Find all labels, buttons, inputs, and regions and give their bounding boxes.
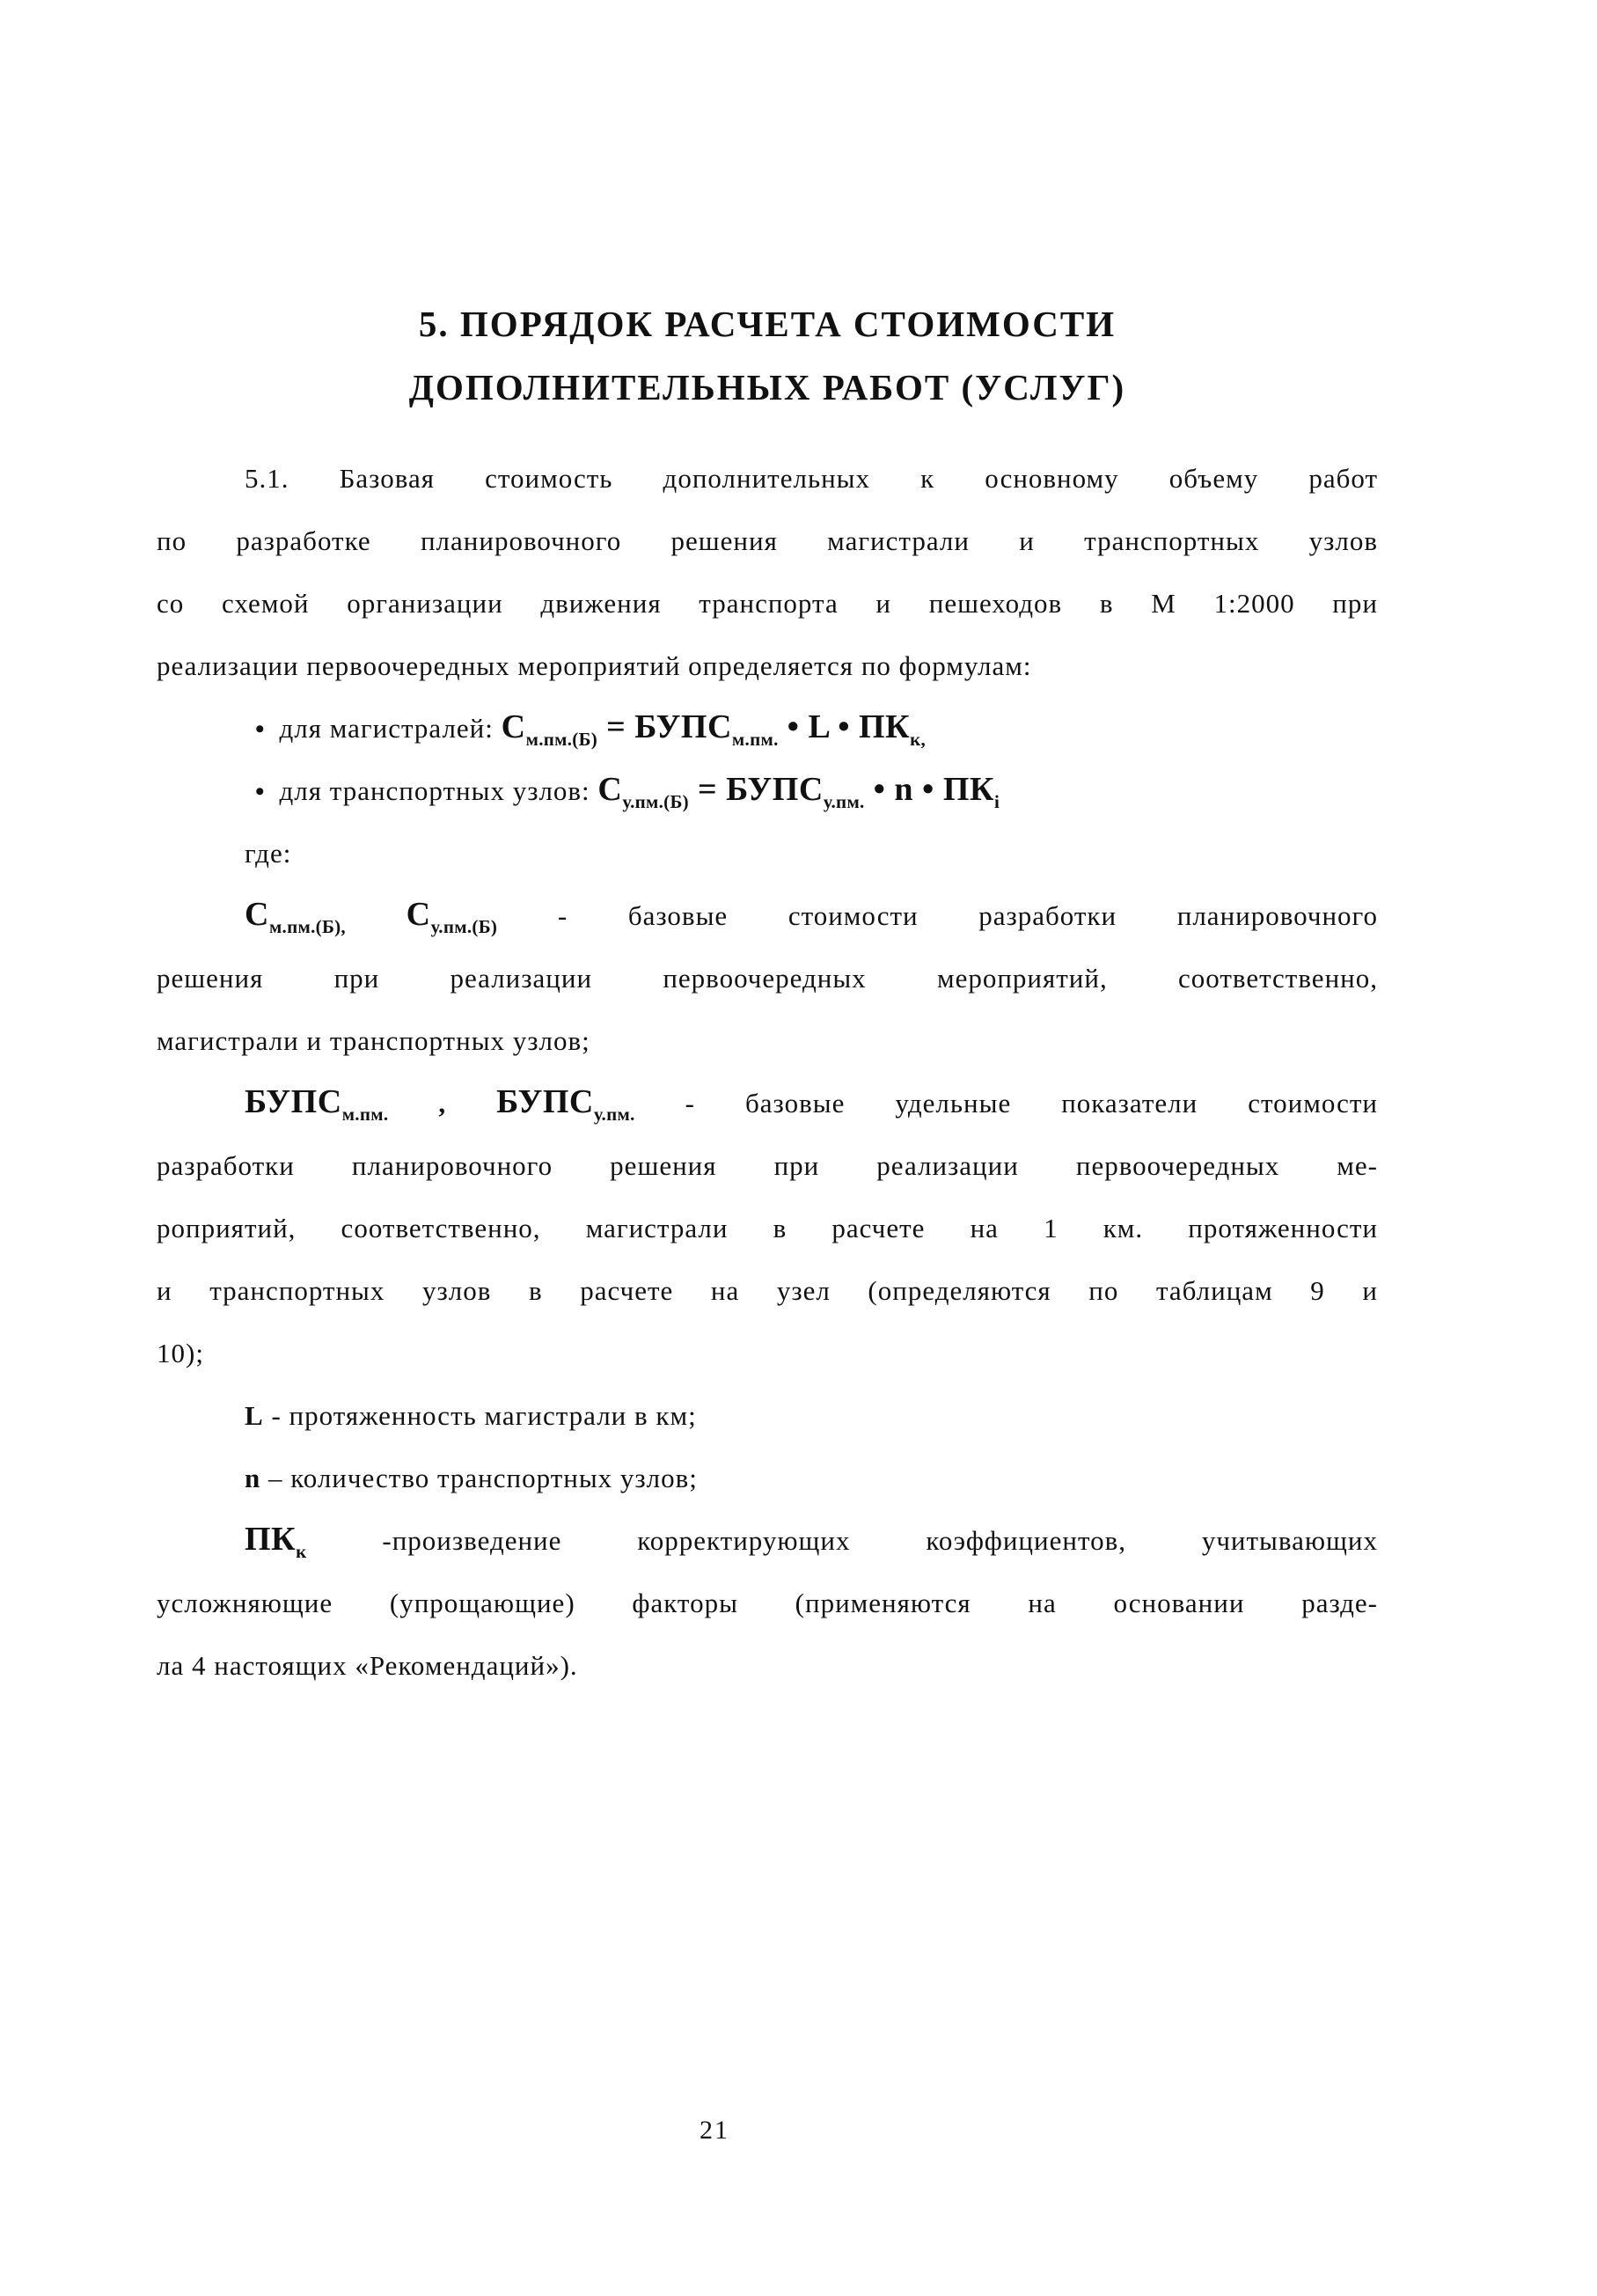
text-line: [157, 822, 1378, 884]
formula-subscript: у.пм.(Б): [622, 791, 689, 812]
text-line: [157, 447, 1378, 510]
text-line: [157, 1009, 1378, 1072]
text-run: и транспортных узлов в расчете на узел (определяются по таблицам 9 и: [157, 1275, 1378, 1306]
text-run: усложняющие (упрощающие) факторы (применяются на основании разде-: [157, 1588, 1378, 1618]
text-run: - протяженность магистрали в км;: [263, 1400, 697, 1431]
text-line: [157, 1197, 1378, 1259]
formula-term: БУПС: [726, 771, 824, 808]
text-run: разработки планировочного решения при реализации первоочередных ме-: [157, 1150, 1378, 1181]
formula-line: [157, 697, 1378, 759]
text-run: магистрали и транспортных узлов;: [157, 1025, 590, 1056]
formula-term: ПК: [942, 771, 994, 808]
section-title-line-1: 5. ПОРЯДОК РАСЧЕТА СТОИМОСТИ: [418, 304, 1117, 344]
formula-term: С: [501, 708, 526, 745]
text-run: 5.1. Базовая стоимость дополнительных к основному объему работ: [245, 463, 1378, 494]
text-line: [157, 1447, 1378, 1509]
formula-term: L: [245, 1400, 264, 1431]
formula-subscript: i: [993, 791, 1000, 812]
text-line: [157, 947, 1378, 1009]
text-run: 10);: [157, 1338, 204, 1368]
formula-term: n: [245, 1463, 261, 1493]
text-run: для магистралей:: [279, 713, 502, 744]
text-run: роприятий, соответственно, магистрали в расчете на 1 км. протяженности: [157, 1213, 1378, 1243]
text-run: – количество транспортных узлов;: [260, 1463, 698, 1493]
text-line: [157, 1134, 1378, 1197]
text-run: реализации первоочередных мероприятий определяется по формулам:: [157, 650, 1032, 681]
formula-term: БУПС: [245, 1083, 342, 1120]
formula-term: С: [245, 896, 269, 933]
formula-subscript: у.пм.(Б): [430, 916, 498, 937]
formula-term: ПК: [859, 708, 911, 745]
formula-term: С: [406, 896, 431, 933]
text-run: по разработке планировочного решения магистрали и транспортных узлов: [157, 525, 1378, 556]
text-run: - базовые удельные показатели стоимости: [634, 1088, 1378, 1119]
formula-subscript: у.пм.: [593, 1104, 635, 1125]
text-run: [346, 900, 407, 931]
formula-subscript: к,: [910, 729, 927, 750]
text-line: [157, 1634, 1378, 1697]
text-line: [157, 635, 1378, 697]
document-body: [157, 447, 1378, 1697]
formula-subscript: у.пм.: [823, 791, 865, 812]
formula-term: БУПС: [496, 1083, 594, 1120]
bullet-icon: •: [255, 777, 266, 806]
formula-term: =: [688, 771, 727, 808]
text-line: [157, 510, 1378, 572]
formula-subscript: м.пм.(Б),: [268, 916, 346, 937]
section-title: [157, 292, 1378, 419]
formula-subscript: м.пм.(Б): [525, 729, 598, 750]
text-run: для транспортных узлов:: [279, 775, 598, 806]
formula-term: • L •: [778, 708, 859, 745]
text-run: - базовые стоимости разработки планировочного: [497, 900, 1378, 931]
text-line: [157, 1384, 1378, 1447]
formula-term: =: [597, 708, 635, 745]
text-run: ла 4 настоящих «Рекомендаций»).: [157, 1650, 578, 1681]
text-line: [157, 1072, 1378, 1134]
formula-subscript: м.пм.: [731, 729, 779, 750]
text-line: [157, 884, 1378, 947]
text-line: [157, 1509, 1378, 1572]
formula-term: БУПС: [634, 708, 732, 745]
text-line: [157, 1259, 1378, 1322]
section-title-line-2: ДОПОЛНИТЕЛЬНЫХ РАБОТ (УСЛУГ): [408, 367, 1126, 407]
text-line: [157, 1322, 1378, 1384]
formula-term: ,: [388, 1088, 497, 1119]
document-content: [157, 292, 1378, 1697]
page-number: 21: [700, 2116, 729, 2145]
formula-subscript: м.пм.: [341, 1104, 389, 1125]
text-line: [157, 572, 1378, 635]
text-run: где:: [245, 838, 292, 869]
formula-term: С: [597, 771, 623, 808]
formula-subscript: к: [296, 1541, 307, 1562]
formula-term: ПК: [245, 1521, 297, 1558]
text-run: со схемой организации движения транспорта и пешеходов в М 1:2000 при: [157, 588, 1378, 619]
text-line: [157, 1572, 1378, 1634]
formula-line: [157, 759, 1378, 822]
bullet-icon: •: [255, 715, 266, 744]
text-run: -произведение корректирующих коэффициентов, учитывающих: [306, 1525, 1378, 1556]
formula-term: • n •: [864, 771, 943, 808]
text-run: решения при реализации первоочередных мероприятий, соответственно,: [157, 963, 1378, 994]
